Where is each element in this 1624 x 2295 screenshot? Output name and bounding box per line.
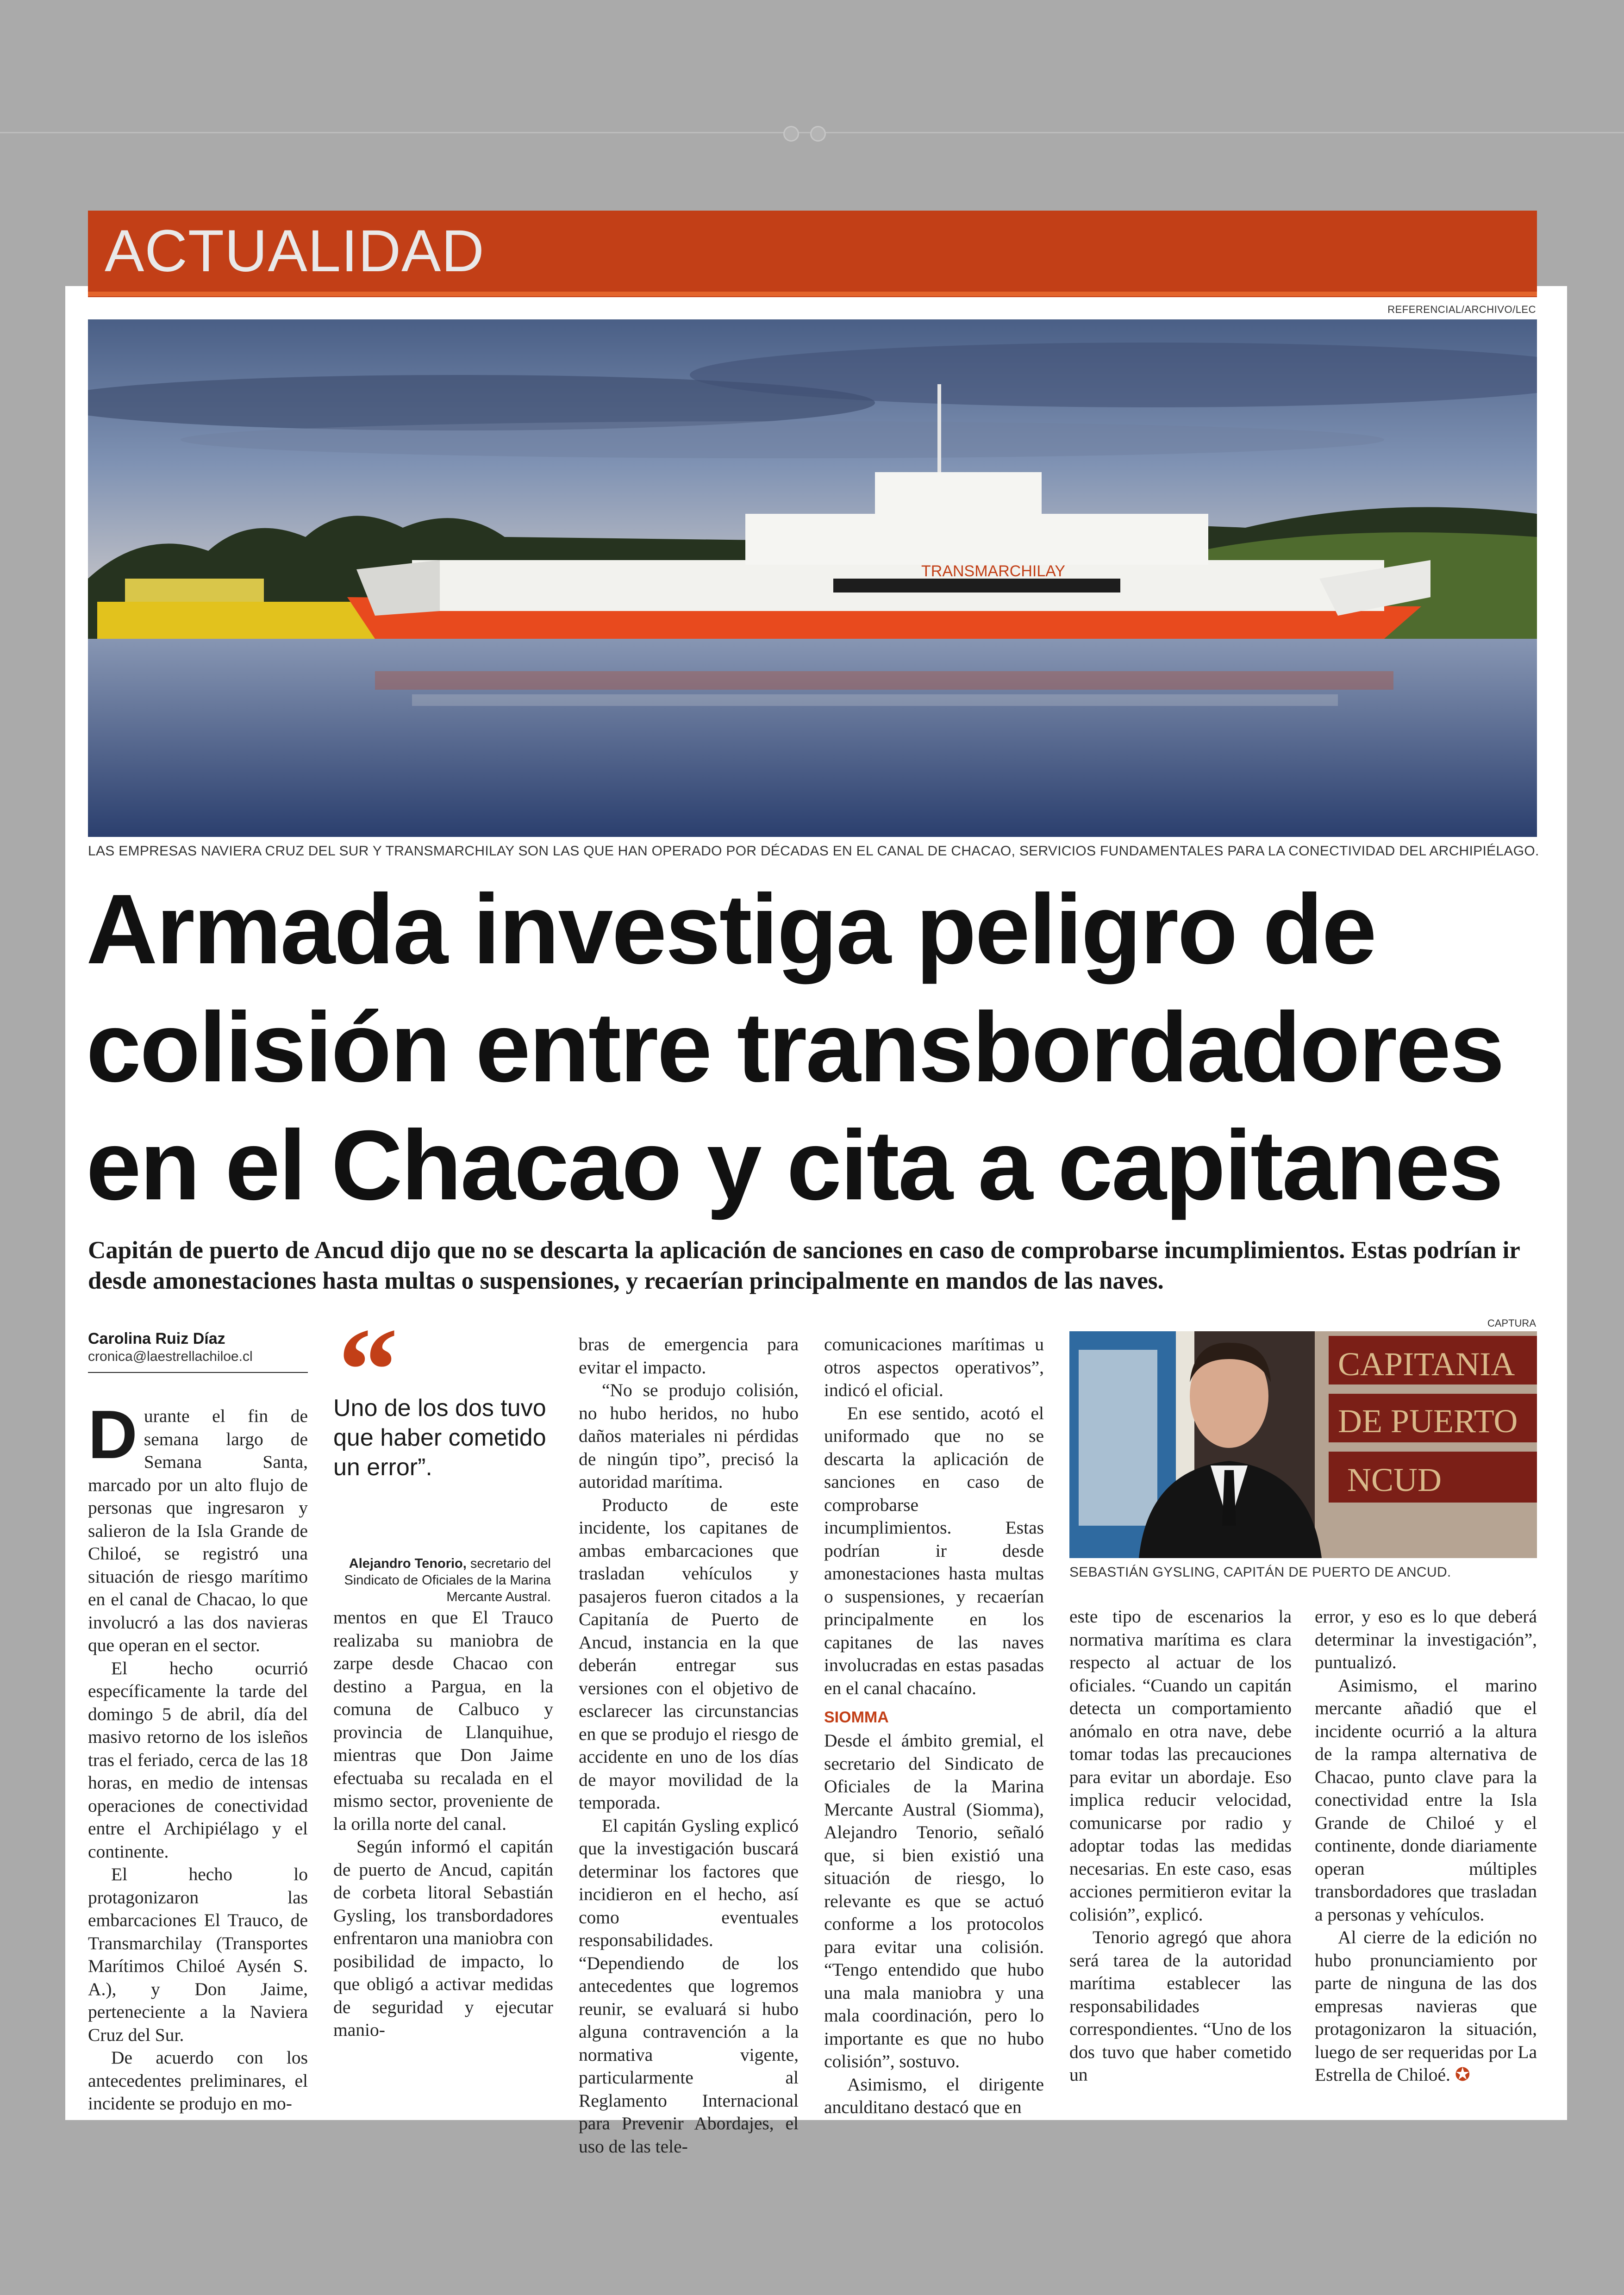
body-paragraph — [1315, 1926, 1537, 2087]
body-column-5 — [1069, 1605, 1292, 2087]
body-text: Al cierre de la edición no hubo pronunciamiento por parte de ninguna de las dos empresas navieras que protagonizaron la situación, luego de ser requeridas por La Estrella de Chiloé. — [1315, 1927, 1537, 2085]
deck-subtitle: Capitán de puerto de Ancud dijo que no se descarta la aplicación de sanciones en caso de comprobarse incumplimientos. Estas podrían ir desde amonestaciones hasta multas o suspensiones, y recaerían principalmente en mandos de las naves. — [88, 1237, 1520, 1294]
body-column-6 — [1315, 1605, 1537, 2087]
body-paragraph: urante el fin de semana largo de Semana Santa, marcado por un alto flujo de personas que ingresaron y salieron de la Isla Grande de Chiloé, se registró una situación de riesgo marítimo en el canal de Chacao, lo que involucró a las dos navieras que operan en el sector. — [88, 1406, 308, 1655]
body-paragraph: “No se produjo colisión, no hubo heridos, no hubo daños materiales ni pérdidas de ningún tipo”, precisó la autoridad marítima. — [579, 1380, 799, 1492]
body-paragraph: Asimismo, el marino mercante añadió que el incidente ocurrió a la altura de la rampa alternativa de Chacao, punto clave para la conectividad entre la Isla Grande de Chiloé y el continente, donde diariamente operan múltiples transbordadores que trasladan a personas y vehículos. — [1315, 1675, 1537, 1925]
body-paragraph: Asimismo, el dirigente anculditano destacó que en — [824, 2074, 1044, 2117]
quote-attribution-role: secretario del Sindicato de Oficiales de la Marina Mercante Austral. — [344, 1556, 551, 1604]
photo-caption: LAS EMPRESAS NAVIERA CRUZ DEL SUR Y TRANSMARCHILAY SON LAS QUE HAN OPERADO POR DÉCADAS EN EL CANAL DE CHACAO, SERVICIOS FUNDAMENTALES PARA LA CONECTIVIDAD DEL ARCHIPIÉLAGO. — [88, 843, 1539, 859]
quote-attribution-name: Alejandro Tenorio, — [349, 1556, 467, 1571]
body-column-4 — [824, 1333, 1044, 2119]
headline-line: Armada investiga peligro de — [86, 874, 1376, 985]
body-paragraph: De acuerdo con los antecedentes preliminares, el incidente se produjo en mo- — [88, 2047, 308, 2114]
ship-name-label: TRANSMARCHILAY — [921, 562, 1066, 580]
page-dot[interactable] — [810, 126, 826, 142]
headline — [86, 870, 1544, 1224]
sign-text: DE PUERTO — [1338, 1403, 1518, 1440]
portrait-photo — [1069, 1331, 1537, 1558]
body-paragraph: bras de emergencia para evitar el impacto. — [579, 1334, 799, 1378]
portrait-credit: CAPTURA — [1487, 1317, 1536, 1329]
body-paragraph: este tipo de escenarios la normativa marítima es clara respecto al actuar de los oficiales. “Cuando un capitán detecta un comportamiento anómalo en otra nave, debe tomar todas las precauciones para evitar un abordaje. Eso implica reducir velocidad, comunicarse por radio y adoptar todas las medidas necesarias. En este caso, esas acciones permitieron evitar la colisión”, explicó. — [1069, 1606, 1292, 1925]
author-name: Carolina Ruiz Díaz — [88, 1330, 225, 1347]
body-paragraph: El hecho ocurrió específicamente la tarde del domingo 5 de abril, día del masivo retorno de los isleños tras el feriado, cerca de las 18 horas, en medio de intensas operaciones de conectividad entre el Archipiélago y el continente. — [88, 1658, 308, 1862]
author-email[interactable]: cronica@laestrellachiloe.cl — [88, 1349, 253, 1364]
drop-cap: D — [88, 1397, 137, 1473]
body-paragraph: Producto de este incidente, los capitanes de ambas embarcaciones que trasladan vehículos y pasajeros fueron citados a la Capitanía de Puerto de Ancud, instancia en la que deberán entregar sus versiones con el objetivo de esclarecer las circunstancias en que se produjo el riesgo de accidente en uno de los días de mayor movilidad de la temporada. — [579, 1494, 799, 1813]
ferry-photo — [88, 319, 1537, 837]
body-paragraph: Tenorio agregó que ahora será tarea de la autoridad marítima establecer las responsabilidades correspondientes. “Uno de los dos tuvo que haber cometido un — [1069, 1927, 1292, 2085]
body-column-2 — [333, 1606, 553, 2042]
headline-line: colisión entre transbordadores — [86, 992, 1504, 1103]
pull-quote-attribution — [333, 1555, 551, 1605]
quote-mark-icon: “ — [338, 1303, 398, 1437]
section-banner — [88, 211, 1537, 297]
end-mark-icon: ✪ — [1455, 2064, 1470, 2085]
pull-quote: Uno de los dos tuvo que haber cometido un error”. — [333, 1395, 546, 1481]
headline-line: en el Chacao y cita a capitanes — [86, 1110, 1503, 1221]
page-indicator — [783, 126, 826, 142]
body-paragraph: mentos en que El Trauco realizaba su maniobra de zarpe desde Chacao con destino a Pargua, en la comuna de Calbuco y provincia de Llanquihue, mientras que Don Jaime efectuaba su recalada en el mismo sector, proveniente de la orilla norte del canal. — [333, 1607, 553, 1834]
body-paragraph: El hecho lo protagonizaron las embarcaciones El Trauco, de Transmarchilay (Transportes Marítimos Chiloé Aysén S. A.), y Don Jaime, perteneciente a la Naviera Cruz del Sur. — [88, 1864, 308, 2045]
portrait-caption: SEBASTIÁN GYSLING, CAPITÁN DE PUERTO DE ANCUD. — [1069, 1565, 1451, 1580]
byline-rule — [88, 1372, 308, 1373]
body-paragraph: error, y eso es lo que deberá determinar la investigación”, puntualizó. — [1315, 1606, 1537, 1672]
page-dot[interactable] — [783, 126, 799, 142]
body-paragraph: En ese sentido, acotó el uniformado que no se descarta la aplicación de sanciones en caso de comprobarse incumplimientos. Estas podrían ir desde amonestaciones hasta multas o suspensiones, y recaerían principalmente en los capitanes de las naves involucradas en estas pasadas en el canal chacaíno. — [824, 1403, 1044, 1698]
subheading: SIOMMA — [824, 1709, 889, 1726]
section-underline — [88, 292, 1537, 296]
body-paragraph: El capitán Gysling explicó que la investigación buscará determinar los factores que incidieron en el hecho, así como eventuales responsabilidades. “Dependiendo de los antecedentes que logremos reunir, se evaluará si hubo alguna contravención a la normativa vigente, particularmente al Reglamento Internacional para Prevenir Abordajes, el uso de las tele- — [579, 1815, 799, 2157]
byline — [88, 1329, 308, 1373]
sign-text: CAPITANIA — [1338, 1346, 1515, 1383]
photo-credit: REFERENCIAL/ARCHIVO/LEC — [1387, 304, 1536, 315]
section-label: ACTUALIDAD — [105, 218, 485, 284]
body-paragraph: Según informó el capitán de puerto de Ancud, capitán de corbeta litoral Sebastián Gysling, los transbordadores enfrentaron una maniobra con posibilidad de impacto, lo que obligó a activar medidas de seguridad y ejecutar manio- — [333, 1836, 553, 2040]
sign-text: NCUD — [1347, 1461, 1442, 1498]
body-paragraph: Desde el ámbito gremial, el secretario del Sindicato de Oficiales de la Marina Mercante Austral (Siomma), Alejandro Tenorio, señaló que, si bien existió una situación de riesgo, lo relevante es que se actuó conforme a los protocolos para evitar una colisión. “Tengo entendido que hubo una mala maniobra y una mala coordinación, pero lo importante es que no hubo colisión”, sostuvo. — [824, 1730, 1044, 2071]
body-column-3 — [579, 1333, 799, 2158]
body-column-1 — [88, 1397, 308, 2115]
body-paragraph: comunicaciones marítimas u otros aspectos operativos”, indicó el oficial. — [824, 1334, 1044, 1400]
